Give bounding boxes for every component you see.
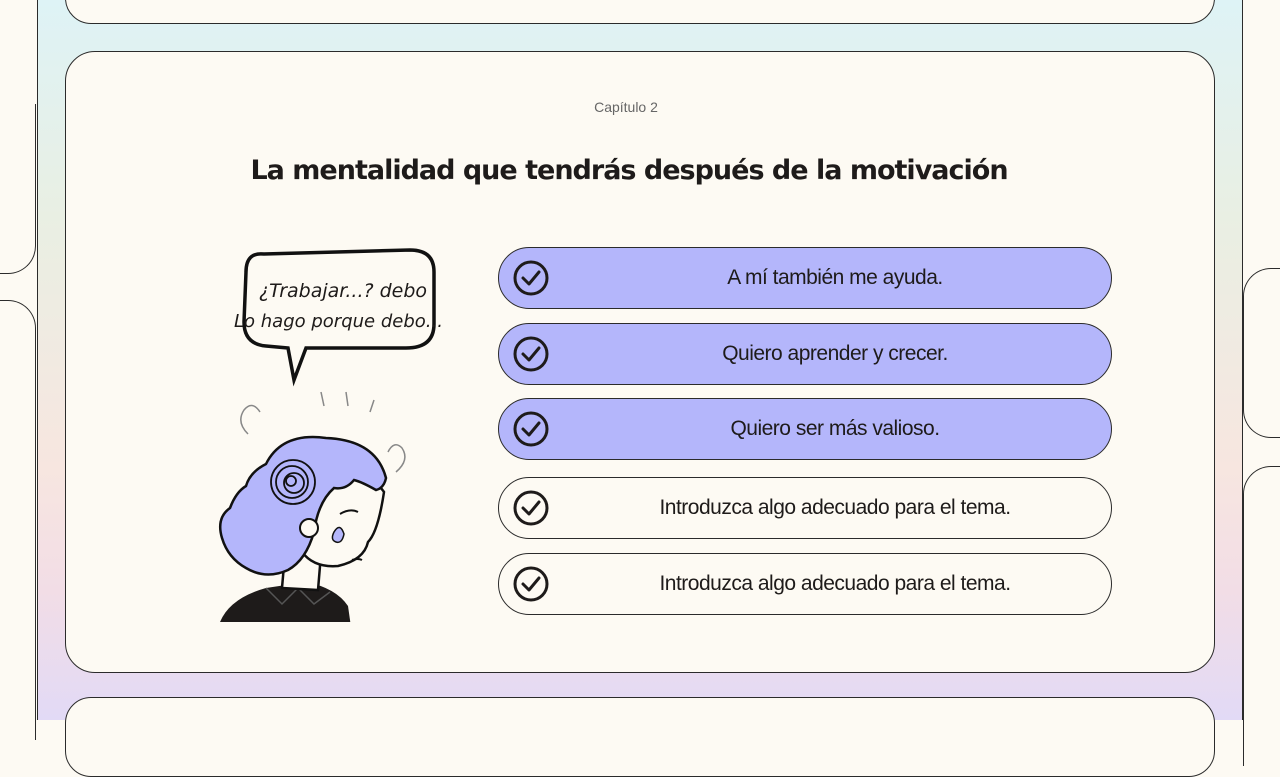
current-slide[interactable] — [65, 51, 1215, 673]
checklist-item-label: Introduzca algo adecuado para el tema. — [659, 572, 1011, 595]
thinking-person-illustration — [206, 242, 466, 622]
checklist-item-label: A mí también me ayuda. — [727, 266, 943, 289]
check-circle-icon — [513, 566, 549, 602]
previous-slide-thumbnail[interactable] — [65, 0, 1215, 24]
check-circle-icon — [513, 336, 549, 372]
canvas-edge-right-bottom — [1243, 466, 1280, 766]
chapter-label: Capítulo 2 — [594, 99, 658, 115]
speech-bubble-line-1: ¿Trabajar...? debo — [259, 280, 428, 302]
checklist-item-4[interactable] — [498, 477, 1112, 539]
checklist-item-3[interactable] — [498, 398, 1112, 460]
check-circle-icon — [513, 260, 549, 296]
checklist-item-label: Quiero ser más valioso. — [730, 417, 940, 440]
check-circle-icon — [513, 411, 549, 447]
checklist-item-label: Quiero aprender y crecer. — [722, 342, 948, 365]
checklist-item-1[interactable] — [498, 247, 1112, 309]
slide-title: La mentalidad que tendrás después de la motivación — [250, 155, 1008, 186]
speech-bubble-line-2: Lo hago porque debo... — [234, 311, 443, 332]
checklist-item-2[interactable] — [498, 323, 1112, 385]
canvas-edge-left-bottom — [0, 300, 36, 740]
checklist-item-5[interactable] — [498, 553, 1112, 615]
canvas-edge-left-top — [0, 104, 36, 274]
check-circle-icon — [513, 490, 549, 526]
canvas-edge-right-top — [1243, 268, 1280, 438]
next-slide-thumbnail[interactable] — [65, 697, 1215, 777]
checklist-item-label: Introduzca algo adecuado para el tema. — [659, 496, 1011, 519]
